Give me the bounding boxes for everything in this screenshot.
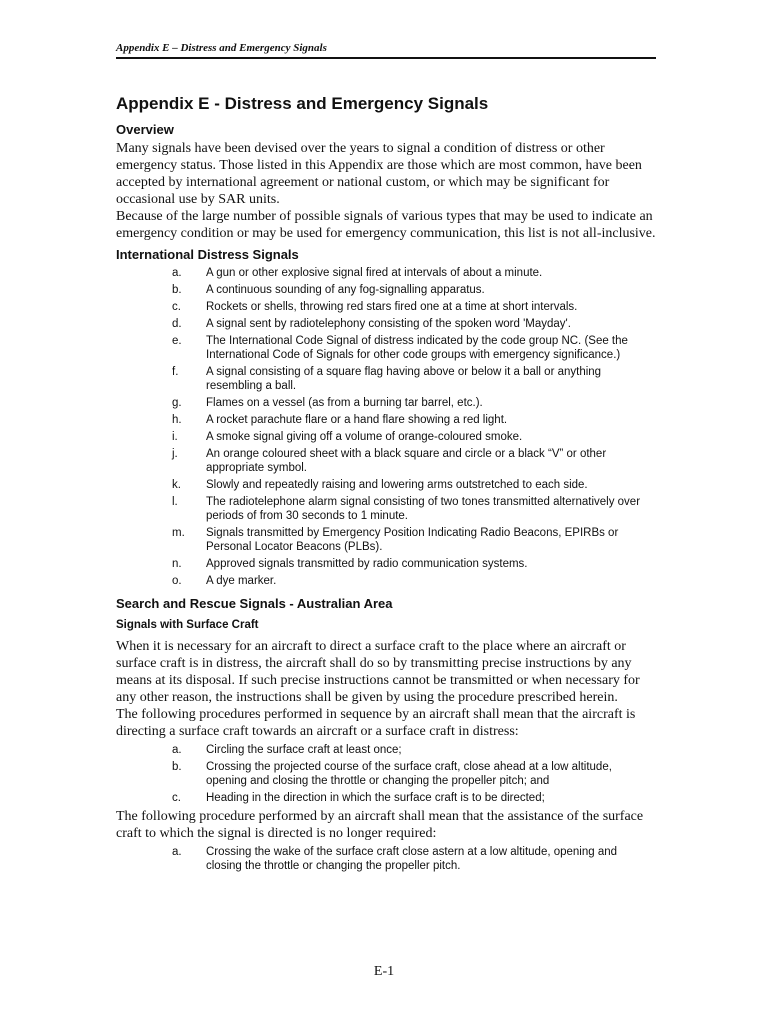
list-item-text: Approved signals transmitted by radio communication systems. xyxy=(206,558,528,570)
page-title: Appendix E - Distress and Emergency Signals xyxy=(116,94,489,113)
directing-procedure-list xyxy=(116,743,656,805)
list-item-text: A continuous sounding of any fog-signalling apparatus. xyxy=(206,284,485,296)
list-item-letter: i. xyxy=(172,431,178,443)
list-item-letter: c. xyxy=(172,792,181,804)
list-item-letter: c. xyxy=(172,301,181,313)
list-item-text: Circling the surface craft at least once; xyxy=(206,744,402,756)
list-item xyxy=(116,557,656,571)
list-item-text: The radiotelephone alarm signal consisting of two tones transmitted alternatively over periods of from 30 seconds to 1 minute. xyxy=(206,496,641,522)
list-item-letter: b. xyxy=(172,761,182,773)
list-item xyxy=(116,495,656,523)
list-item xyxy=(116,413,656,427)
list-item-text: A signal consisting of a square flag having above or below it a ball or anything resembling a ball. xyxy=(206,366,602,392)
list-item-text: Crossing the wake of the surface craft close astern at a low altitude, opening and closing the throttle or changing the propeller pitch. xyxy=(206,846,618,872)
sar-paragraph: The following procedures performed in sequence by an aircraft shall mean that the aircraft is directing a surface craft towards an aircraft or a surface craft in distress: xyxy=(116,707,636,739)
list-item-letter: d. xyxy=(172,318,182,330)
sar-heading: Search and Rescue Signals - Australian Area xyxy=(116,596,393,611)
list-item xyxy=(116,447,656,475)
list-item-letter: a. xyxy=(172,267,182,279)
list-item xyxy=(116,283,656,297)
list-item-text: A signal sent by radiotelephony consisting of the spoken word 'Mayday'. xyxy=(206,318,571,330)
list-item-letter: j. xyxy=(172,448,178,460)
list-item-text: Flames on a vessel (as from a burning tar barrel, etc.). xyxy=(206,397,483,409)
list-item xyxy=(116,430,656,444)
list-item-text: A dye marker. xyxy=(206,575,277,587)
list-item xyxy=(116,791,656,805)
list-item-text: Rockets or shells, throwing red stars fired one at a time at short intervals. xyxy=(206,301,578,313)
page-number: E-1 xyxy=(373,964,395,979)
list-item-text: The International Code Signal of distress indicated by the code group NC. (See the International Code of Signals for other code groups with emergency significance.) xyxy=(206,335,628,361)
list-item-letter: o. xyxy=(172,575,182,587)
list-item-text: Slowly and repeatedly raising and lowering arms outstretched to each side. xyxy=(206,479,588,491)
list-item-letter: b. xyxy=(172,284,182,296)
overview-paragraph: Many signals have been devised over the years to signal a condition of distress or other emergency status. Those listed in this Appendix are those which are most common, have been accepted by international agreement or national custom, or which may be significant for occasional use by SAR units. xyxy=(116,141,642,207)
list-item-letter: f. xyxy=(172,366,179,378)
list-item-text: Signals transmitted by Emergency Position Indicating Radio Beacons, EPIRBs or Personal Locator Beacons (PLBs). xyxy=(206,527,619,553)
list-item-letter: a. xyxy=(172,846,182,858)
list-item-letter: e. xyxy=(172,335,182,347)
list-item xyxy=(116,760,656,788)
list-item xyxy=(116,365,656,393)
list-item xyxy=(116,300,656,314)
list-item-letter: g. xyxy=(172,397,182,409)
list-item-text: A gun or other explosive signal fired at intervals of about a minute. xyxy=(206,267,543,279)
international-signals-heading: International Distress Signals xyxy=(116,247,299,262)
list-item xyxy=(116,266,656,280)
list-item-text: A rocket parachute flare or a hand flare showing a red light. xyxy=(206,414,508,426)
page-content xyxy=(116,94,656,876)
list-item xyxy=(116,526,656,554)
overview-heading: Overview xyxy=(116,122,174,137)
list-item-text: Heading in the direction in which the surface craft is to be directed; xyxy=(206,792,545,804)
list-item xyxy=(116,317,656,331)
list-item-letter: h. xyxy=(172,414,182,426)
overview-paragraph: Because of the large number of possible signals of various types that may be used to indicate an emergency condition or may be used for emergency communication, this list is not all-inclusive. xyxy=(116,209,656,241)
list-item-letter: a. xyxy=(172,744,182,756)
list-item-letter: m. xyxy=(172,527,185,539)
list-item xyxy=(116,743,656,757)
list-item xyxy=(116,334,656,362)
list-item-text: Crossing the projected course of the surface craft, close ahead at a low altitude, opening and closing the throttle or changing the propeller pitch; and xyxy=(206,761,612,787)
list-item-letter: k. xyxy=(172,479,181,491)
list-item xyxy=(116,478,656,492)
list-item-letter: l. xyxy=(172,496,178,508)
sar-subheading: Signals with Surface Craft xyxy=(116,619,259,631)
list-item-text: An orange coloured sheet with a black square and circle or a black “V” or other appropriate symbol. xyxy=(206,448,607,474)
sar-paragraph: When it is necessary for an aircraft to direct a surface craft to the place where an aircraft or surface craft is in distress, the aircraft shall do so by transmitting precise instructions by any means at its disposal. If such precise instructions cannot be transmitted or when necessary for any other reason, the instructions shall be given by using the procedure prescribed herein. xyxy=(116,639,640,705)
list-item xyxy=(116,845,656,873)
list-item-letter: n. xyxy=(172,558,182,570)
international-signals-list xyxy=(116,266,656,588)
list-item xyxy=(116,396,656,410)
list-item-text: A smoke signal giving off a volume of orange-coloured smoke. xyxy=(206,431,523,443)
sar-paragraph: The following procedure performed by an aircraft shall mean that the assistance of the surface craft to which the signal is directed is no longer required: xyxy=(116,809,644,841)
running-header: Appendix E – Distress and Emergency Signals xyxy=(116,42,656,59)
assistance-not-required-list xyxy=(116,845,656,873)
list-item xyxy=(116,574,656,588)
